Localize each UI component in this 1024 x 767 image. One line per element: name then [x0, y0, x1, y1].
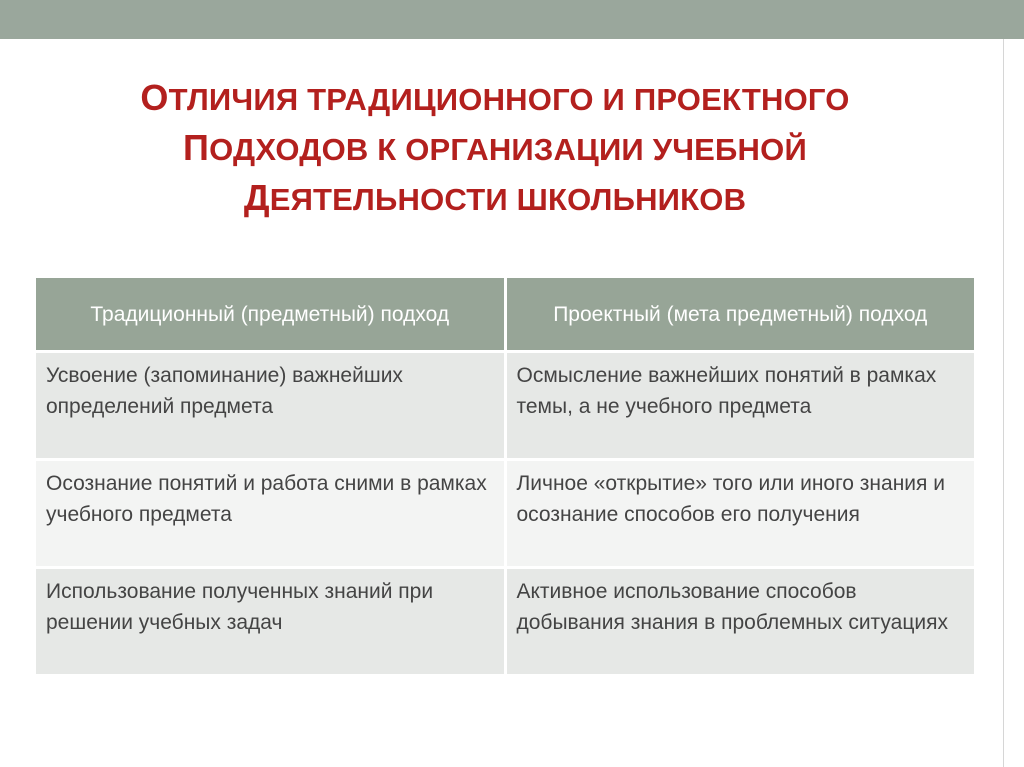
slide-title: [60, 74, 930, 224]
cell-project: Личное «открытие» того или иного знания и осознание способов его получения: [505, 460, 974, 568]
table-row: [36, 352, 974, 460]
header-traditional: Традиционный (предметный) подход: [36, 278, 505, 352]
top-bar: [0, 0, 1024, 39]
comparison-table: [36, 278, 974, 677]
table-header-row: [36, 278, 974, 352]
table-row: [36, 568, 974, 676]
cell-project: Активное использование способов добывания знания в проблемных ситуациях: [505, 568, 974, 676]
cell-project: Осмысление важнейших понятий в рамках темы, а не учебного предмета: [505, 352, 974, 460]
header-project: Проектный (мета предметный) подход: [505, 278, 974, 352]
table-row: [36, 460, 974, 568]
title-line-1: ОТЛИЧИЯ ТРАДИЦИОННОГО И ПРОЕКТНОГО: [140, 77, 850, 118]
cell-traditional: Использование полученных знаний при решении учебных задач: [36, 568, 505, 676]
cell-traditional: Усвоение (запоминание) важнейших определений предмета: [36, 352, 505, 460]
title-line-3: ДЕЯТЕЛЬНОСТИ ШКОЛЬНИКОВ: [243, 177, 747, 218]
right-divider-line: [1003, 39, 1004, 767]
cell-traditional: Осознание понятий и работа сними в рамках учебного предмета: [36, 460, 505, 568]
title-line-2: ПОДХОДОВ К ОРГАНИЗАЦИИ УЧЕБНОЙ: [183, 127, 807, 168]
